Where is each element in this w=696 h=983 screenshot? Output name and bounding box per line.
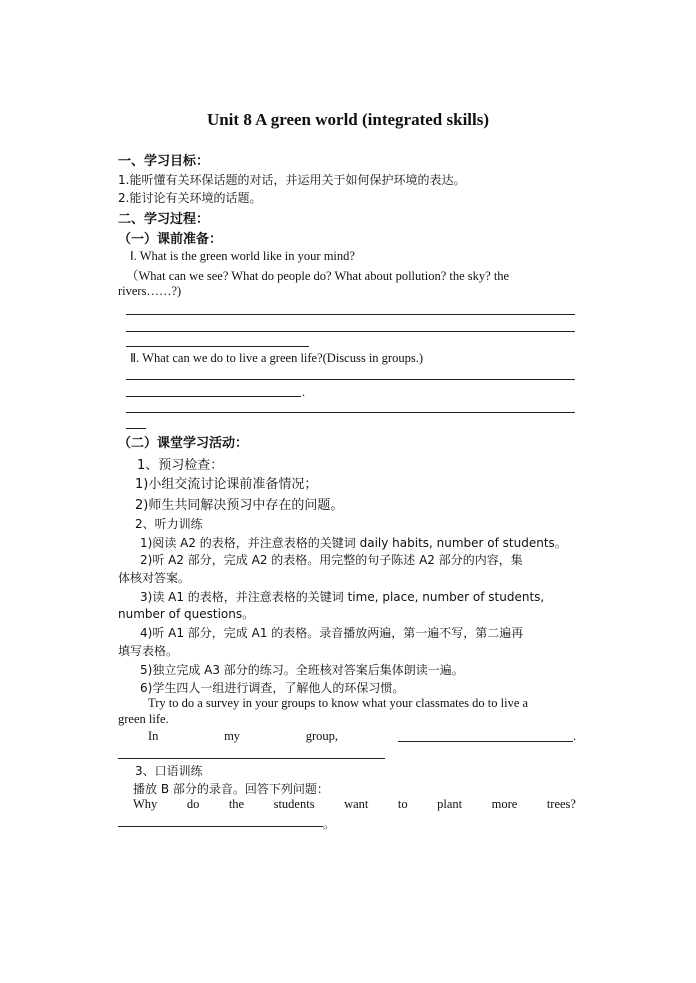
question-1-hint-cont: rivers……?) [118,284,182,298]
speaking-instruction: 播放 B 部分的录音。回答下列问题： [133,782,329,796]
page-title: Unit 8 A green world (integrated skills) [206,110,490,129]
question-word: Why [133,797,158,811]
speaking-heading: 3、口语训练 [135,764,203,778]
answer-line [126,346,309,347]
answer-line [126,314,575,315]
question-word: to [397,797,408,811]
question-1-hint: （What can we see? What do people do? What about pollution? the sky? the [126,269,510,283]
listening-step-6: 6)学生四人一组进行调查，了解他人的环保习惯。 [140,681,405,695]
section-objectives-heading: 一、学习目标： [118,154,210,169]
survey-sentence [148,729,338,744]
survey-word: group, [305,729,338,743]
question-word: the [228,797,245,811]
speaking-question [133,797,576,812]
listening-step-1: 1)阅读 A2 的表格，并注意表格的关键词 daily habits, number of students。 [140,536,567,550]
listening-step-4: 4)听 A1 部分，完成 A1 的表格。录音播放两遍，第一遍不写，第二遍再 [140,626,524,640]
answer-line [118,826,323,827]
question-word: do [186,797,200,811]
preview-check-a: 1)小组交流讨论课前准备情况； [135,477,318,492]
objective-1: 1.能听懂有关环保话题的对话，并运用关于如何保护环境的表达。 [118,173,466,187]
listening-step-2-cont: 体核对答案。 [118,571,191,585]
answer-period: . [302,385,306,399]
survey-instruction-cont: green life. [118,712,169,726]
section-process-heading: 二、学习过程： [118,212,210,227]
survey-word: my [224,729,241,743]
in-class-heading: （二）课堂学习活动： [118,436,249,451]
listening-step-4-cont: 填写表格。 [118,644,179,658]
answer-line [126,428,146,429]
question-word: plant [437,797,463,811]
question-word: trees? [546,797,576,811]
question-2: Ⅱ. What can we do to live a green life?(Discuss in groups.) [130,351,423,365]
survey-word: In [148,729,159,743]
preview-check-heading: 1、预习检查： [137,458,224,473]
pre-class-heading: （一）课前准备： [118,232,223,247]
question-word: more [491,797,518,811]
answer-line [126,396,301,397]
objective-2: 2.能讨论有关环境的话题。 [118,191,262,205]
listening-step-3-cont: number of questions。 [118,607,255,621]
answer-period: 。 [323,817,336,831]
preview-check-b: 2)师生共同解决预习中存在的问题。 [135,498,344,513]
answer-line [126,331,575,332]
question-word: want [344,797,369,811]
answer-line [398,741,573,742]
listening-heading: 2、听力训练 [135,517,203,531]
listening-step-2: 2)听 A2 部分，完成 A2 的表格。用完整的句子陈述 A2 部分的内容，集 [140,553,523,567]
listening-step-5: 5)独立完成 A3 部分的练习。全班核对答案后集体朗读一遍。 [140,663,464,677]
answer-line [118,758,385,759]
question-word: students [273,797,315,811]
answer-line [126,379,575,380]
question-1: Ⅰ. What is the green world like in your mind? [130,249,355,263]
survey-period: . [573,729,577,743]
survey-instruction: Try to do a survey in your groups to know what your classmates do to live a [148,696,529,710]
answer-line [126,412,575,413]
listening-step-3: 3)读 A1 的表格，并注意表格的关键词 time, place, number of students, [140,590,545,604]
